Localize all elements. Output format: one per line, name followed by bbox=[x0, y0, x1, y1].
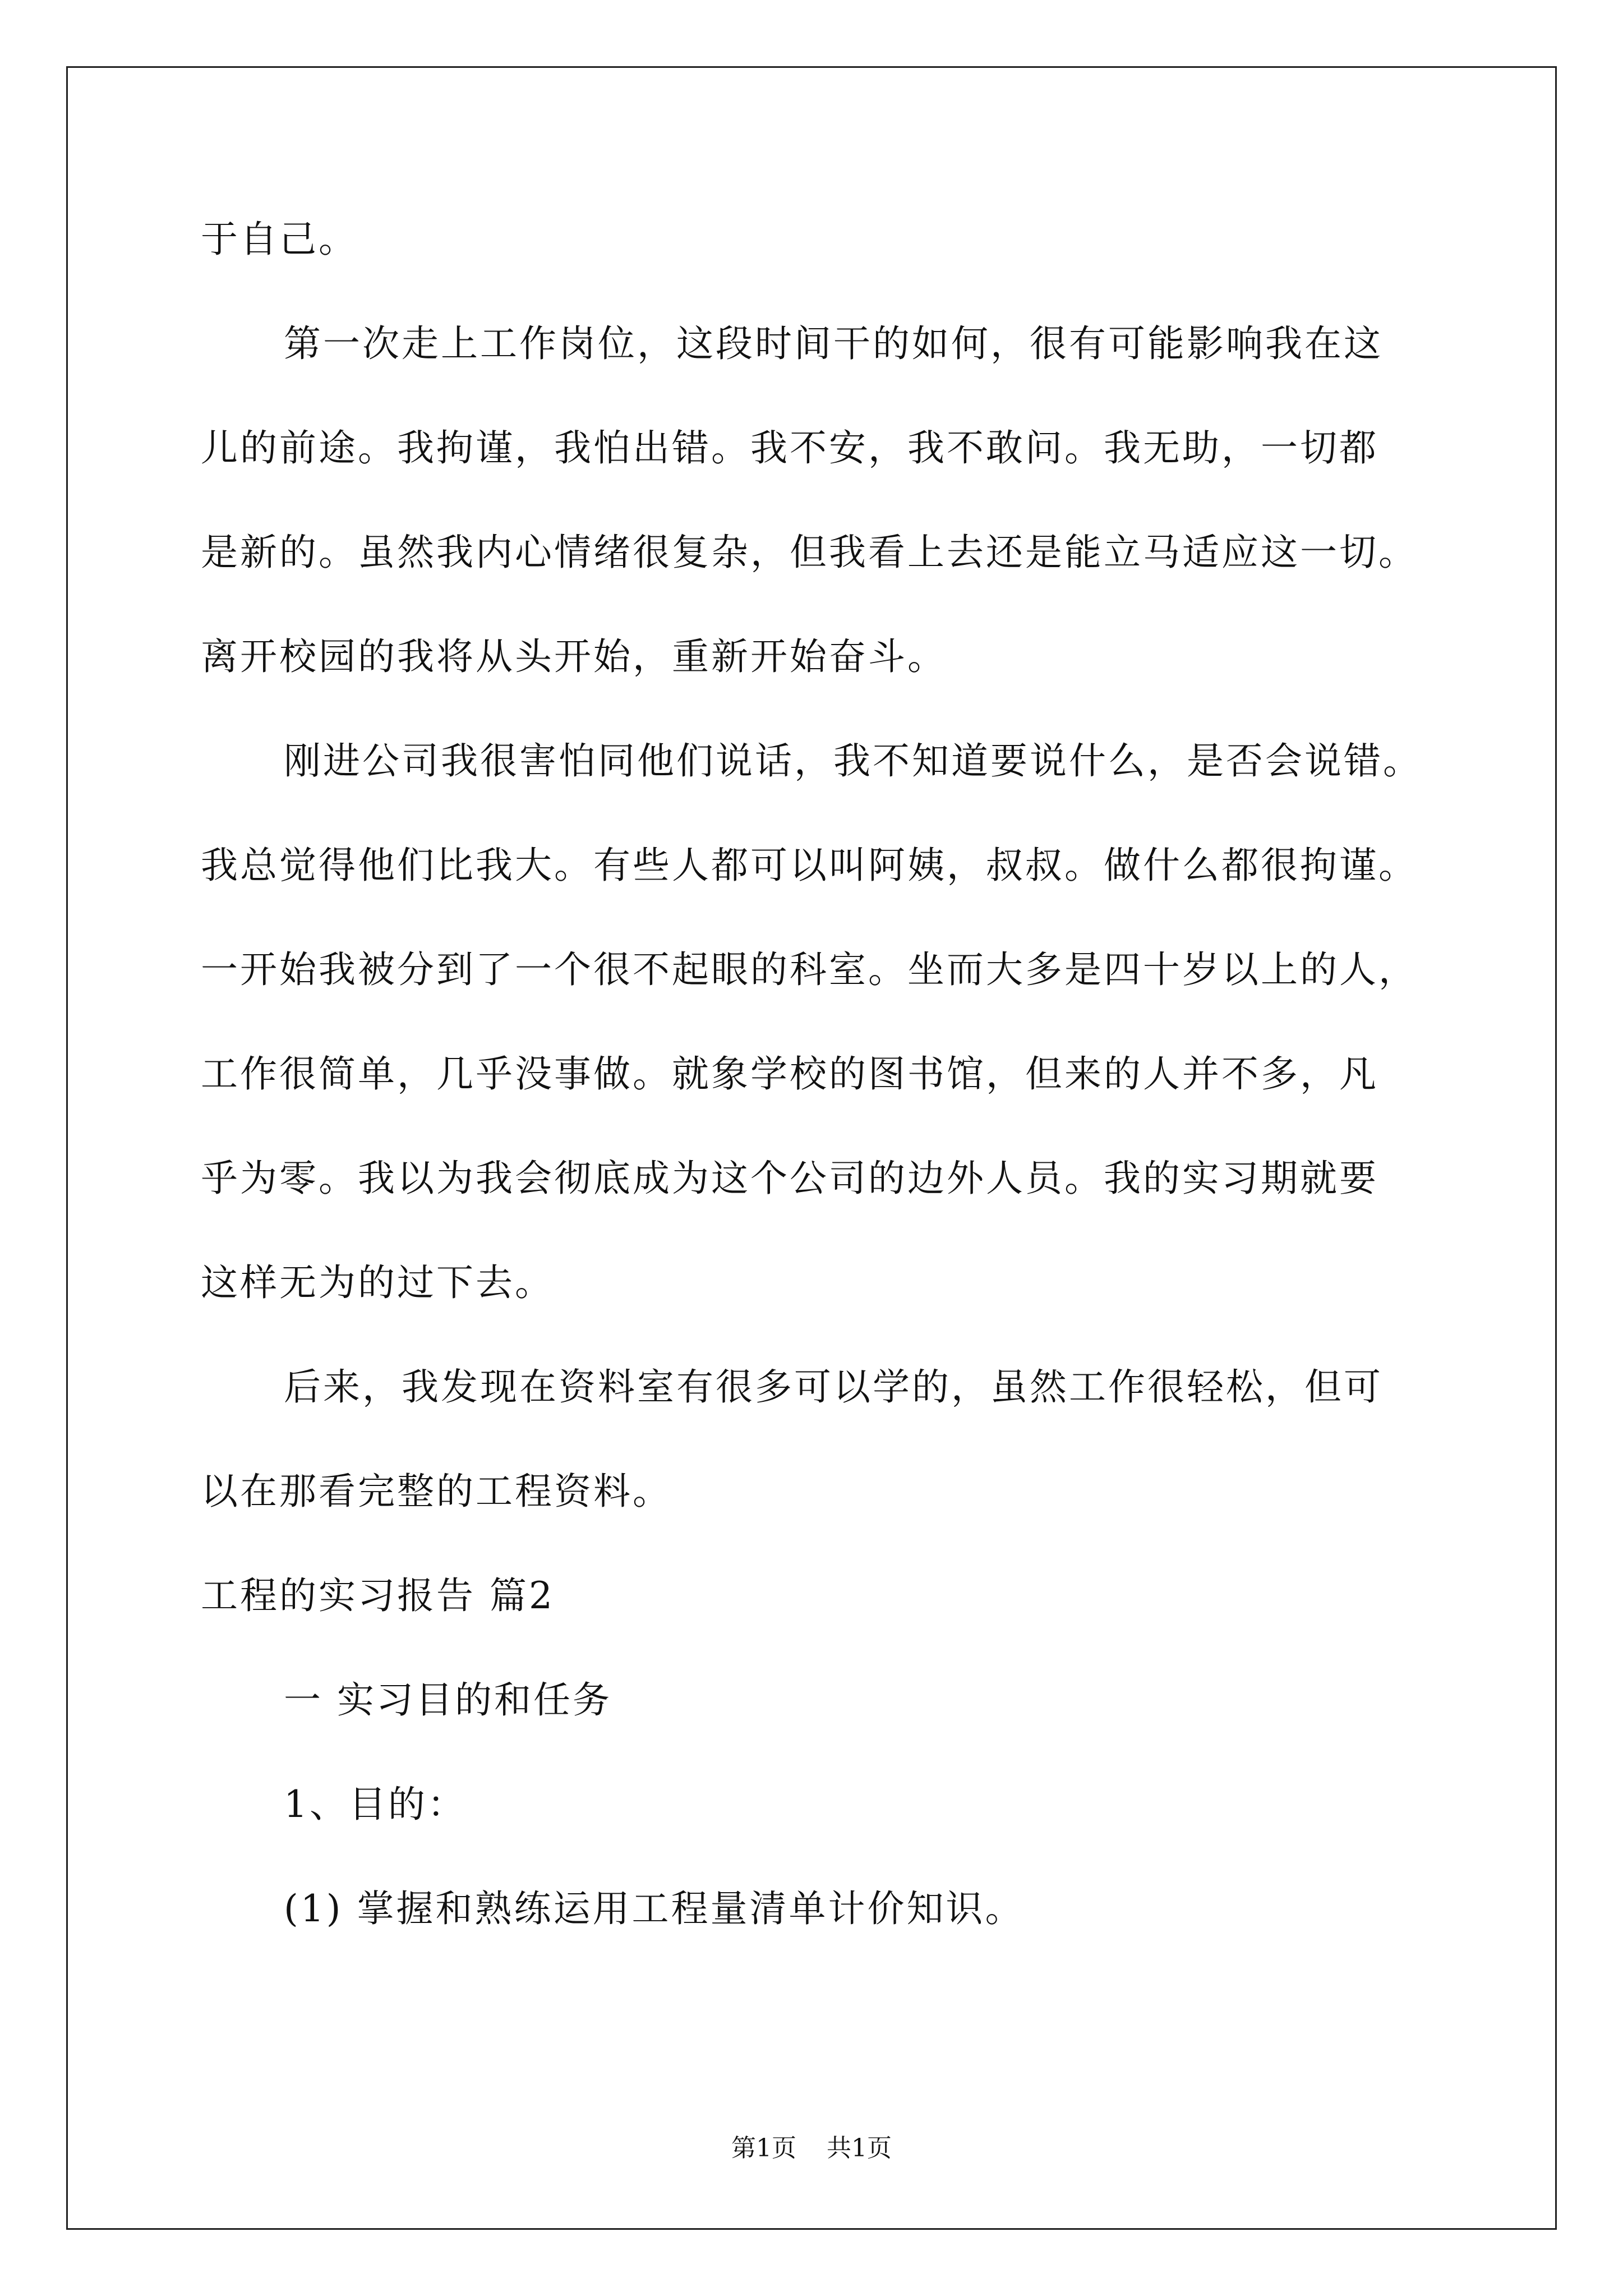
list-item: (1) 掌握和熟练运用工程量清单计价知识。 bbox=[284, 1887, 1025, 1930]
text-line: 以在那看完整的工程资料。 bbox=[201, 1470, 672, 1513]
text-line: 于自己。 bbox=[201, 218, 358, 261]
text-line: 乎为零。我以为我会彻底成为这个公司的边外人员。我的实习期就要 bbox=[201, 1157, 1378, 1200]
text-line: 一开始我被分到了一个很不起眼的科室。坐而大多是四十岁以上的人， bbox=[201, 948, 1418, 991]
text-line: 儿的前途。我拘谨，我怕出错。我不安，我不敢问。我无助，一切都 bbox=[201, 426, 1378, 470]
paragraph-start-line: 刚进公司我很害怕同他们说话，我不知道要说什么，是否会说错。 bbox=[284, 739, 1422, 783]
subsection-heading: 一 实习目的和任务 bbox=[284, 1678, 612, 1722]
text-line: 是新的。虽然我内心情绪很复杂，但我看上去还是能立马适应这一切。 bbox=[201, 531, 1418, 574]
section-heading: 工程的实习报告 篇2 bbox=[201, 1574, 555, 1617]
text-line: 这样无为的过下去。 bbox=[201, 1261, 554, 1304]
page-footer bbox=[0, 2132, 1623, 2165]
page-number-current: 第1页 bbox=[731, 2134, 796, 2162]
paragraph-start-line: 后来，我发现在资料室有很多可以学的，虽然工作很轻松，但可 bbox=[284, 1365, 1383, 1409]
text-line: 离开校园的我将从头开始，重新开始奋斗。 bbox=[201, 635, 947, 678]
list-heading: 1、目的： bbox=[284, 1783, 467, 1826]
page-number-total: 共1页 bbox=[827, 2134, 892, 2162]
paragraph-start-line: 第一次走上工作岗位，这段时间干的如何，很有可能影响我在这 bbox=[284, 322, 1383, 365]
text-line: 工作很简单，几乎没事做。就象学校的图书馆，但来的人并不多，凡 bbox=[201, 1052, 1378, 1096]
text-line: 我总觉得他们比我大。有些人都可以叫阿姨，叔叔。做什么都很拘谨。 bbox=[201, 844, 1418, 887]
